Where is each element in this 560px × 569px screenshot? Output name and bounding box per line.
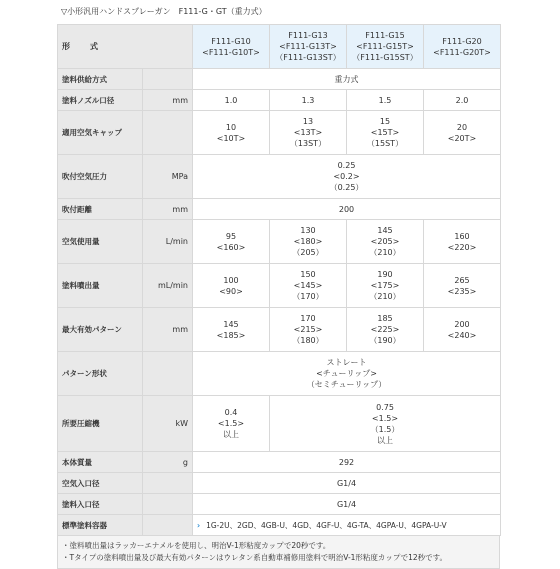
cell-line: 200 xyxy=(454,319,470,329)
cell-value xyxy=(347,111,424,155)
cell-line: 150 xyxy=(300,270,316,279)
cell-value xyxy=(424,264,501,308)
cell-line: ストレート xyxy=(326,358,367,367)
model-t: <F111-G10T> xyxy=(202,47,260,57)
row-unit xyxy=(143,352,193,396)
cell-value xyxy=(270,396,501,452)
row-label: 空気入口径 xyxy=(58,473,143,494)
row-unit: mm xyxy=(143,308,193,352)
row-label: 標準塗料容器 xyxy=(58,515,143,536)
row-unit: MPa xyxy=(143,155,193,199)
model-header xyxy=(193,25,270,69)
cell-line: （15ST） xyxy=(366,139,404,148)
cell-line: <13T> xyxy=(293,128,323,137)
model-header xyxy=(270,25,347,69)
model-t: <F111-G13T> xyxy=(279,42,337,51)
cell-value: 1.3 xyxy=(270,90,347,111)
cell-value: 1.5 xyxy=(347,90,424,111)
header-row xyxy=(58,25,501,69)
cell-line: <20T> xyxy=(447,133,477,143)
cell-value xyxy=(270,308,347,352)
cell-line: 10 xyxy=(225,122,237,132)
row-compressor xyxy=(58,396,501,452)
cell-value xyxy=(424,308,501,352)
spec-table xyxy=(57,24,501,536)
cell-line: 185 xyxy=(377,314,393,323)
cell-line: 100 xyxy=(223,275,239,285)
cell-line: 0.4 xyxy=(224,408,238,417)
cell-line: <185> xyxy=(216,330,246,340)
row-value: G1/4 xyxy=(193,473,501,494)
model-name: F111-G20 xyxy=(442,36,482,46)
row-label: 吹付空気圧力 xyxy=(58,155,143,199)
cell-line: （180） xyxy=(292,336,324,345)
model-header xyxy=(347,25,424,69)
row-pressure xyxy=(58,155,501,199)
row-unit xyxy=(143,111,193,155)
cell-line: <10T> xyxy=(216,133,246,143)
cell-line: <235> xyxy=(447,286,477,296)
cell-line: <15T> xyxy=(370,128,400,137)
cell-line: 145 xyxy=(223,319,239,329)
row-value: 200 xyxy=(193,199,501,220)
model-header xyxy=(424,25,501,69)
cell-line: 145 xyxy=(377,226,393,235)
cell-value xyxy=(270,111,347,155)
chevron-right-icon: › xyxy=(197,520,201,530)
row-distance xyxy=(58,199,501,220)
row-label: 本体質量 xyxy=(58,452,143,473)
cell-line: <1.5> xyxy=(371,413,399,423)
row-unit: mL/min xyxy=(143,264,193,308)
cell-line: <チューリップ> xyxy=(316,369,377,378)
model-st: （F111-G13ST） xyxy=(275,53,341,62)
row-label: 吹付距離 xyxy=(58,199,143,220)
container-list: 1G-2U、2GD、4GB-U、4GD、4GF-U、4G-TA、4GPA-U、4GPA-U-V xyxy=(206,520,447,530)
cell-value xyxy=(424,220,501,264)
footnote: ・塗料噴出量はラッカーエナメルを使用し、明治V-1形粘度カップで20秒です。 xyxy=(62,541,331,550)
cell-value xyxy=(347,264,424,308)
row-air-inlet xyxy=(58,473,501,494)
cell-line: 以上 xyxy=(223,430,239,439)
model-name: F111-G13 xyxy=(288,31,328,40)
spec-sheet xyxy=(57,0,500,569)
header-label: 形 式 xyxy=(58,25,193,69)
cell-line: （170） xyxy=(292,292,324,301)
cell-line: 20 xyxy=(456,122,468,132)
row-value: 重力式 xyxy=(193,69,501,90)
cell-value xyxy=(193,396,270,452)
row-unit: L/min xyxy=(143,220,193,264)
cell-value xyxy=(193,308,270,352)
row-unit: mm xyxy=(143,199,193,220)
row-label: 空気使用量 xyxy=(58,220,143,264)
cell-value: 2.0 xyxy=(424,90,501,111)
row-unit xyxy=(143,473,193,494)
cell-line: <160> xyxy=(216,242,246,252)
model-name: F111-G15 xyxy=(365,31,405,40)
cell-line: <205> xyxy=(370,237,400,246)
cell-line: <225> xyxy=(370,325,400,334)
cell-line: 95 xyxy=(225,231,237,241)
model-name: F111-G10 xyxy=(211,36,251,46)
cell-line: （190） xyxy=(369,336,401,345)
cell-line: <145> xyxy=(293,281,323,290)
cell-line: 190 xyxy=(377,270,393,279)
row-label: 塗料入口径 xyxy=(58,494,143,515)
model-t: <F111-G20T> xyxy=(433,47,491,57)
row-unit: g xyxy=(143,452,193,473)
cell-line: 160 xyxy=(454,231,470,241)
row-label: 塗料供給方式 xyxy=(58,69,143,90)
footnotes xyxy=(57,536,500,569)
cell-line: 265 xyxy=(454,275,470,285)
row-unit: mm xyxy=(143,90,193,111)
cell-value xyxy=(193,220,270,264)
row-value xyxy=(193,352,501,396)
cell-line: <180> xyxy=(293,237,323,246)
row-feed xyxy=(58,69,501,90)
cell-line: （210） xyxy=(369,292,401,301)
row-value: G1/4 xyxy=(193,494,501,515)
cell-line: （205） xyxy=(292,248,324,257)
model-t: <F111-G15T> xyxy=(356,42,414,51)
cell-value xyxy=(193,111,270,155)
cell-line: 0.75 xyxy=(376,402,394,412)
cell-value xyxy=(193,264,270,308)
cell-value xyxy=(347,220,424,264)
cell-line: <220> xyxy=(447,242,477,252)
cell-value xyxy=(270,264,347,308)
cell-line: 15 xyxy=(379,117,391,126)
cell-line: （13ST） xyxy=(289,139,327,148)
row-aircap xyxy=(58,111,501,155)
row-value xyxy=(193,515,501,536)
cell-line: 以上 xyxy=(377,435,393,445)
row-shape xyxy=(58,352,501,396)
cell-line: （210） xyxy=(369,248,401,257)
row-container xyxy=(58,515,501,536)
model-st: （F111-G15ST） xyxy=(352,53,418,62)
row-unit xyxy=(143,494,193,515)
row-value: 292 xyxy=(193,452,501,473)
row-nozzle xyxy=(58,90,501,111)
row-unit: kW xyxy=(143,396,193,452)
cell-value xyxy=(347,308,424,352)
cell-line: <0.2> xyxy=(333,172,360,181)
cell-line: （1.5） xyxy=(370,424,400,434)
cell-line: 170 xyxy=(300,314,316,323)
row-label: 所要圧縮機 xyxy=(58,396,143,452)
cell-line: <90> xyxy=(219,286,243,296)
cell-value xyxy=(270,220,347,264)
cell-line: 13 xyxy=(302,117,314,126)
page-title: ▽小形汎用ハンドスプレーガン F111-G・GT（重力式） xyxy=(61,7,267,16)
cell-line: <175> xyxy=(370,281,400,290)
row-paint xyxy=(58,264,501,308)
row-unit xyxy=(143,69,193,90)
row-label: パターン形状 xyxy=(58,352,143,396)
row-air xyxy=(58,220,501,264)
row-label: 適用空気キャップ xyxy=(58,111,143,155)
row-label: 最大有効パターン xyxy=(58,308,143,352)
cell-line: <215> xyxy=(293,325,323,334)
cell-value xyxy=(424,111,501,155)
row-label: 塗料ノズル口径 xyxy=(58,90,143,111)
row-unit xyxy=(143,515,193,536)
row-value xyxy=(193,155,501,199)
row-label: 塗料噴出量 xyxy=(58,264,143,308)
cell-line: 130 xyxy=(300,226,316,235)
cell-line: <240> xyxy=(447,330,477,340)
cell-line: 0.25 xyxy=(337,161,356,170)
row-pattern xyxy=(58,308,501,352)
row-paint-inlet xyxy=(58,494,501,515)
cell-line: （セミチューリップ） xyxy=(306,380,387,389)
cell-line: <1.5> xyxy=(217,419,245,428)
cell-value: 1.0 xyxy=(193,90,270,111)
cell-line: （0.25） xyxy=(329,183,364,192)
row-mass xyxy=(58,452,501,473)
footnote: ・Tタイプの塗料噴出量及び最大有効パターンはウレタン系自動車補修用塗料で明治V-1形粘度カップで12秒です。 xyxy=(62,553,448,562)
